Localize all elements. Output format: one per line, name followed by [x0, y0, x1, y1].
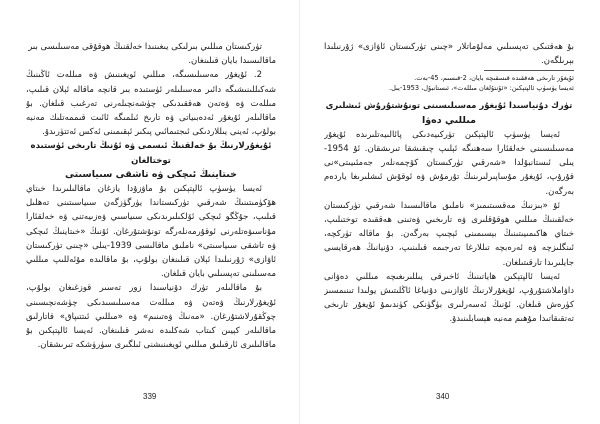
paragraph: ئەيسا ئالپتېكىن ھاياتىنىڭ ئاخىرقى يىللىرىغىچە مىللىي دەۋانى داۋاملاشتۇرۇپ، ئۇيغۇرلارنىڭ ئاۋازىنى دۇنياغا ئاڭلىتىش يولىدا تىنىمسىز كۈرەش قىلغان. ئۇنىڭ ئەسەرلىرى بۈگۈنكى كۈندىمۇ ئۇيغۇر تارىخى تەتقىقاتىدا مۇھىم مەنبە ھېسابلىنىدۇ.	[324, 271, 574, 325]
page-number: 340	[436, 392, 450, 401]
left-text-column	[26, 40, 276, 398]
right-page	[300, 0, 600, 424]
page-number: 339	[143, 392, 157, 401]
paragraph: بۇ ھەقتىكى تەپسىلىي مەلۇماتلار «چىنى تۈركىستان ئاۋازى» ژۇرنىلىدا بېرىلگەن.	[324, 42, 574, 67]
paragraph: 2. ئۇيغۇر مەسىلىسىگە، مىللىي ئويغىنىش ۋە مىللەت ئاڭىنىڭ شەكىللىنىشىگە دائىر مەسىلىلەر ئۈستىدە بىر قانچە ماقالە ئېلان قىلىپ، مىللەت ۋە ۋەتەن ھەققىدىكى چۈشەنچىلەرنى تەرغىب قىلغان. بۇ ماقالىلەر ئۇيغۇر ئەدەبىياتى ۋە تارىخ ئىلمىگە ئائىت قىممەتلىك مەنبە بولۇپ، ئەينى يىللاردىكى ئىجتىمائىي پىكىر ئېقىمىنى ئەكس ئەتتۈرىدۇ.	[26, 70, 276, 138]
paragraph: ئەيسا يۈسۈپ ئالپتېكىن تۈركىيەدىكى پائالىيەتلىرىدە ئۇيغۇر مەسىلىسىنى خەلقئارا سەھنىگە ئېلىپ چىقىشقا تىرىشقان. ئۇ 1954-يىلى ئىستانبۇلدا «شەرقىي تۈركىستان كۆچمەنلەر جەمئىيىتى»نى قۇرۇپ، ئۇيغۇر مۇساپىرلىرىنىڭ تۇرمۇش ۋە ئوقۇش ئىشلىرىغا ياردەم بەرگەن.	[324, 129, 574, 197]
footnote: ئۇيغۇر تارىخى ھەققىدە قىسقىچە بايان، 2-قىسىم، 45-بەت.	[414, 74, 574, 83]
intro-line: تۈرك دۇنياسىدا ئۇيغۇر مەسىلىسىنى تونۇشتۇرۇش ئىشلىرى	[325, 101, 573, 112]
section-subheading: خىتاينىڭ ئىچكى ۋە تاشقى سىياسىتى	[65, 168, 237, 180]
section-heading: مىللىي دەۋا	[422, 114, 476, 126]
paragraph: تۈركىستان مىللىي بىرلىكى يىغىنىدا خەلقنىڭ ھوقۇقى مەسىلىسى بىر	[28, 42, 262, 52]
right-text-column	[324, 40, 574, 398]
paragraph: بۇ ماقالىلەر تۈرك دۇنياسىدا زور تەسىر قوزغىغان بولۇپ، ئۇيغۇرلارنىڭ ۋەتەن ۋە مىللەت مەسىلىسىدىكى چۈشەنچىسىنى چوڭقۇرلاشتۇرغان. «مەنىڭ ۋەتىنىم» ۋە «مىللىي ئىتتىپاق» قاتارلىق ماقالىلەر كېيىن كىتاب شەكلىدە نەشر قىلىنغان. ئەيسا ئالپتېكىن بۇ ماقالىلىرى ئارقىلىق مىللىي ئويغىنىشنى ئىلگىرى سۈرۈشكە تىرىشقان.	[26, 283, 276, 351]
footnote: ئەيسا يۈسۈپ ئالپتېكىن: «ئۇنتۇلغان مىللەت»، ئىستانبۇل، 1953-يىل.	[388, 83, 574, 92]
footnote-rule	[484, 70, 574, 71]
bold-line: ئۇيغۇرلارنىڭ بۇ خەلقنىڭ ئىسمى ۋە ئۇنىڭ تارىخى ئۈستىدە توختالغان	[30, 141, 272, 166]
paragraph: ئەيسا يۈسۈپ ئالپتېكىن بۇ ماۋزۇدا يازغان ماقالىلىرىدا خىتاي ھۆكۈمىتىنىڭ شەرقىي تۈركىستاندا يۈرگۈزگەن سىياسىتىنى تەھلىل قىلىپ، جۇڭگو ئىچكى ئۆلكىلىرىدىكى سىياسىي ۋەزىيەتنى ۋە خەلقئارا مۇناسىۋەتلەرنى ئوقۇرمەنلەرگە تونۇشتۇرغان. ئۇنىڭ «خىتاينىڭ ئىچكى ۋە تاشقى سىياسىتى» ناملىق ماقالىسى 1939-يىلى «چىنى تۈركىستان ئاۋازى» ژۇرنىلىدا ئېلان قىلىنغان بولۇپ، بۇ ماقالىدە مۇئەللىپ مىللىي مەسىلىنى تەپسىلىي بايان قىلغان.	[26, 184, 276, 280]
paragraph: ئۇ «بىزنىڭ مەقسىتىمىز» ناملىق ماقالىسىدا شەرقىي تۈركىستان خەلقىنىڭ مىللىي ھوقۇقلىرى ۋە تارىخىي ۋەتىنى ھەققىدە توختىلىپ، خىتاي ھاكىمىيىتىنىڭ بېسىمىنى ئېچىپ بەرگەن. بۇ ماقالە تۈركچە، ئىنگلىزچە ۋە ئەرەبچە تىللارغا تەرجىمە قىلىنىپ، دۇنيانىڭ ھەرقايسى جايلىرىدا تارقىتىلغان.	[324, 200, 574, 268]
paragraph: ماقالىسىدا بايان قىلىنغان.	[188, 56, 276, 67]
